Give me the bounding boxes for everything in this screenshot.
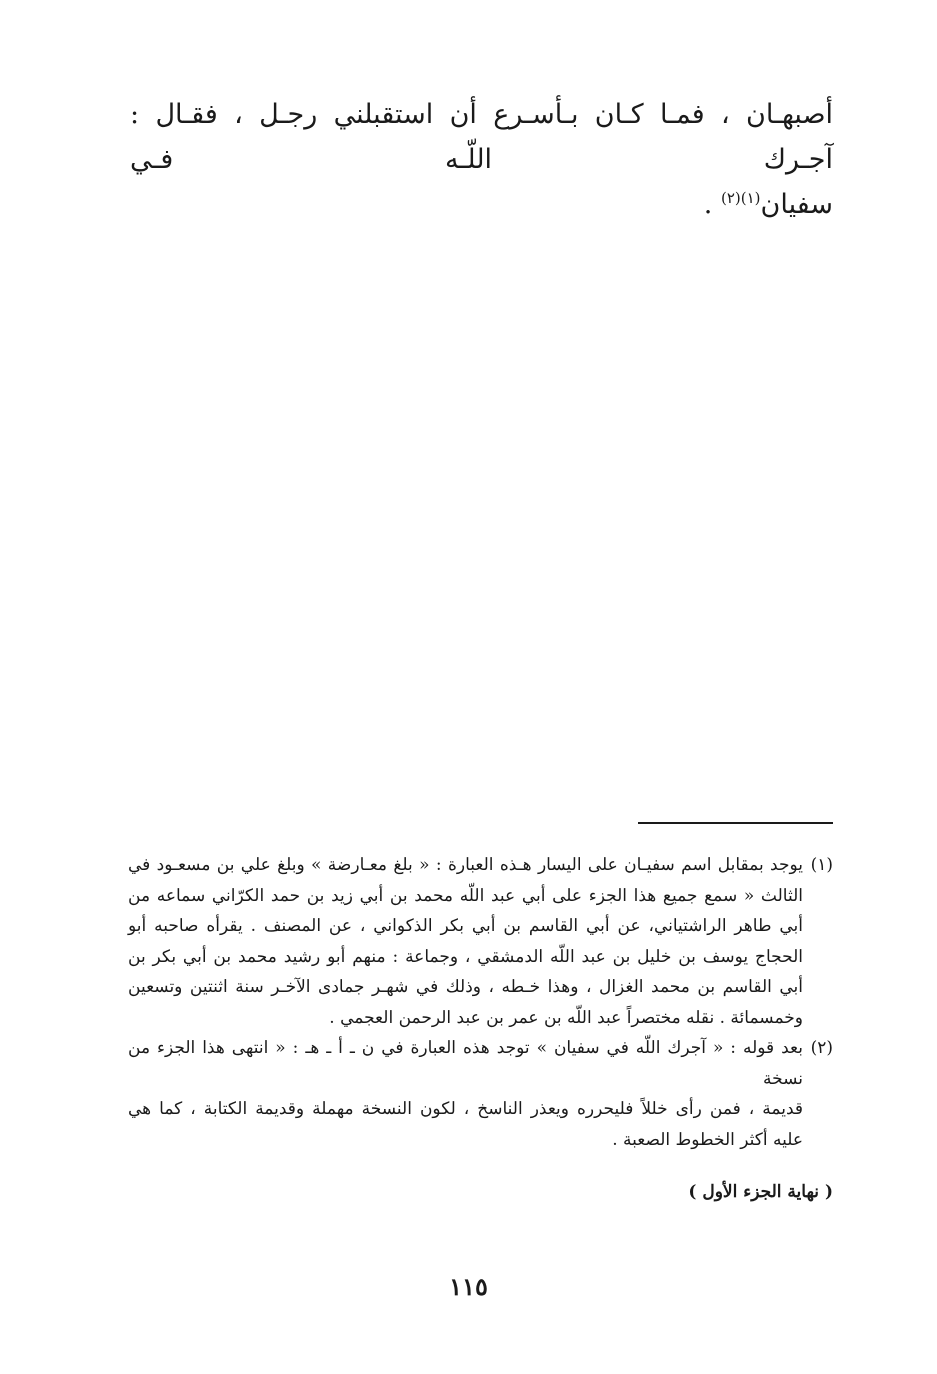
footnote-body [128,1033,803,1155]
footnote-2 [128,1033,833,1155]
page-number: ١١٥ [449,1272,488,1301]
main-text-end: . [703,189,721,220]
footnote-line: وخمسمائة . نقله مختصراً عبد اللّه بن عمر بن عبد الرحمن العجمي . [329,1007,803,1028]
footnote-1 [128,850,833,1033]
main-text [130,92,833,227]
footnote-ref-2: (٢) [720,189,741,207]
footnote-line: أبي القاسم بن محمد الغزال ، وهذا خـطه ، وذلك في شهـر جمادى الآخـر سنة اثنتين وتسعين [128,977,803,997]
footnote-line: عليه أكثر الخطوط الصعبة . [612,1129,803,1150]
footnote-number: (٢) [810,1038,833,1058]
footnotes [128,850,833,1155]
footnote-number: (١) [810,855,833,875]
main-text-line-1: أصبهـان ، فمـا كـان بـأسـرع أن استقبلني رجـل ، فقـال : آجـرك اللّـه فـي [130,99,833,175]
footnote-line: الثالث « سمع جميع هذا الجزء على أبي عبد اللّه محمد بن أبي زيد بن حمد الكرّاني سماعه من [128,885,803,906]
main-text-line-2 [130,182,833,227]
main-text-word: سفيان [760,189,833,220]
footnote-separator [638,822,833,824]
footnote-line: بعد قوله : « آجرك اللّه في سفيان » توجد هذه العبارة في ن ـ أ ـ هـ : « انتهى هذا الجزء من نسخة [128,1038,803,1089]
footnote-body [128,850,803,1033]
footnote-line: أبي طاهر الراشتياني، عن أبي القاسم بن أبي بكر الذكواني ، عن المصنف . يقرأه صاحبه أبو [128,916,803,936]
footnote-line: يوجد بمقابل اسم سفيـان على اليسار هـذه العبارة : « بلغ معـارضة » وبلغ علي بن مسعـود في [128,855,803,875]
end-of-part-note: ( نهاية الجزء الأول ) [688,1182,833,1202]
footnote-line: الحجاج يوسف بن خليل بن عبد اللّه الدمشقي ، وجماعة : منهم أبو رشيد محمد بن أبي بكر بن [128,946,803,967]
footnote-ref-1: (١) [740,189,761,207]
footnote-line: قديمة ، فمن رأى خللاً فليحرره ويعذر الناسخ ، لكون النسخة مهملة وقديمة الكتابة ، كما هي [128,1099,803,1119]
